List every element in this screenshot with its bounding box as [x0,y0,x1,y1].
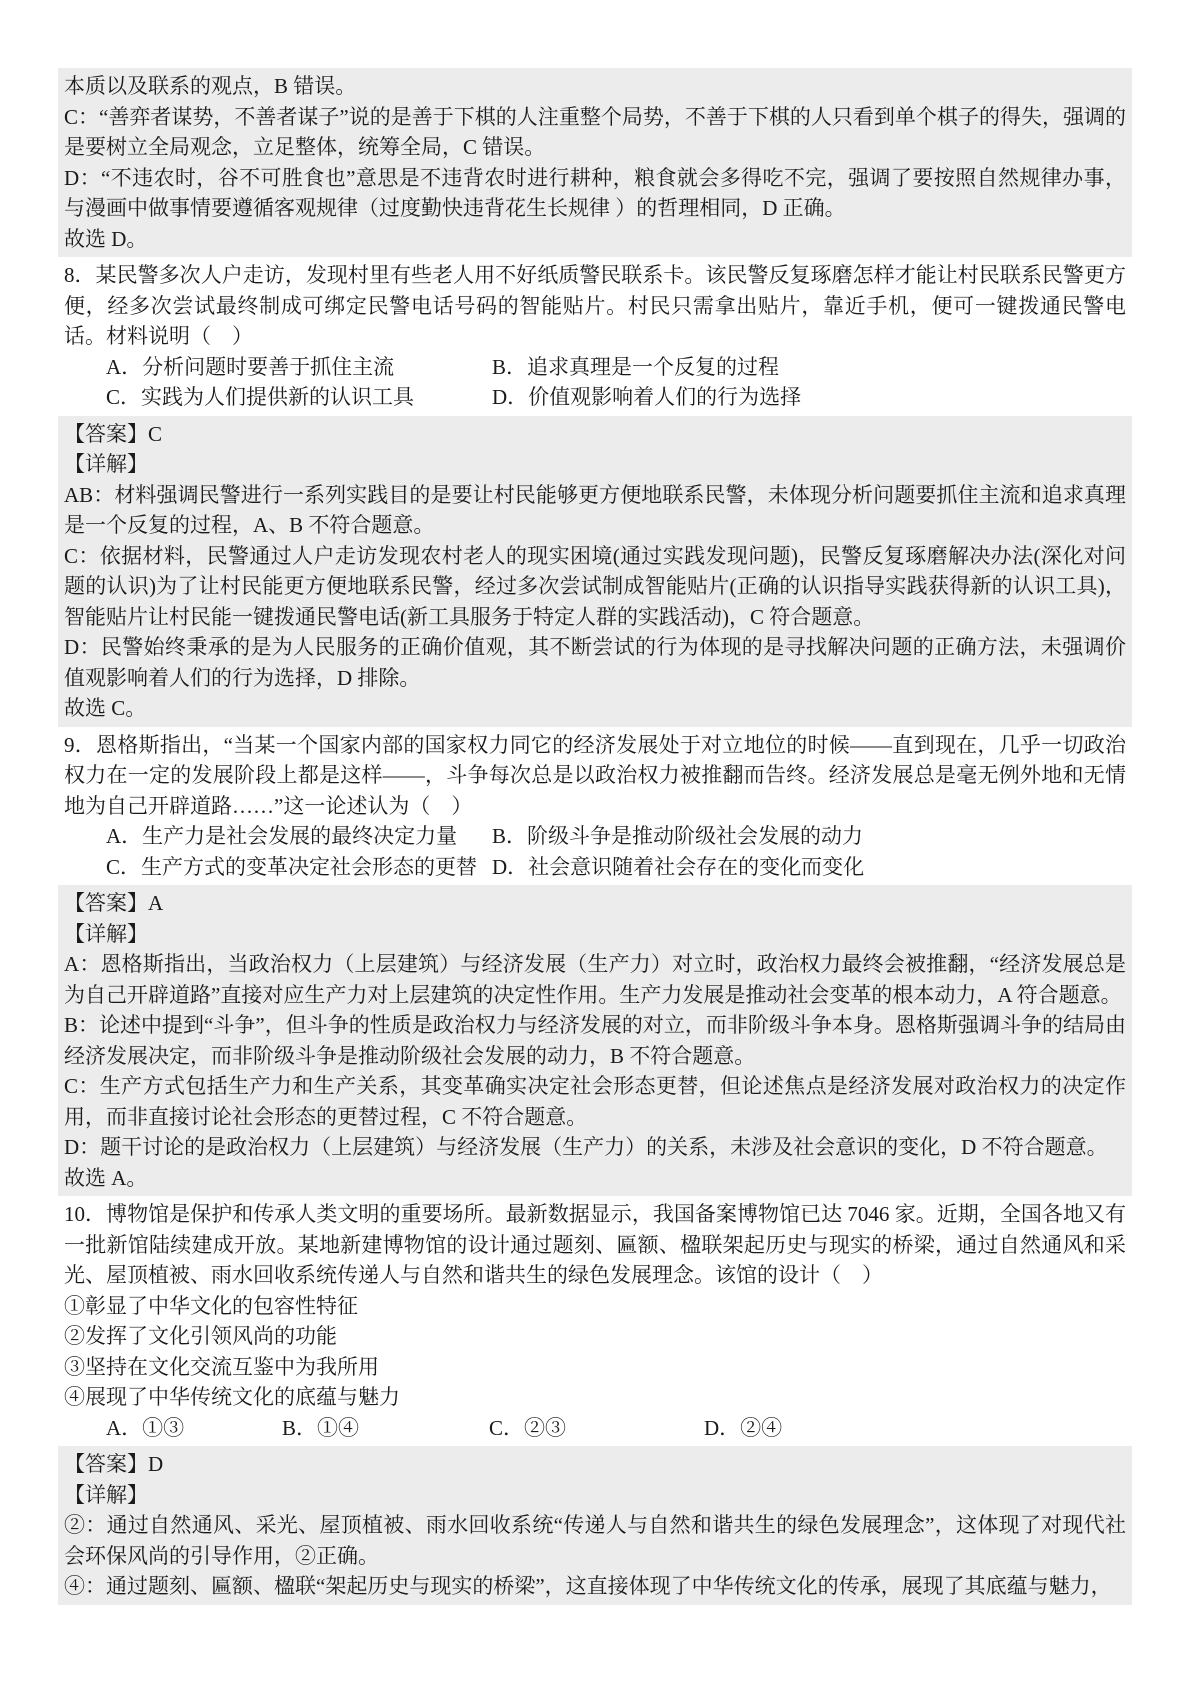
detail-label: 【详解】 [64,1482,148,1507]
statement-1: ①彰显了中华文化的包容性特征 [64,1293,358,1318]
option-row [64,352,1126,383]
explanation-4: ④：通过题刻、匾额、楹联“架起历史与现实的桥梁”，这直接体现了中华传统文化的传承，展现了其底蕴与魅力， [64,1574,1112,1598]
statement-3: ③坚持在文化交流互鉴中为我所用 [64,1354,379,1379]
explanation-2: ②：通过自然通风、采光、屋顶植被、雨水回收系统“传递人与自然和谐共生的绿色发展理念”，这体现了对现代社会环保风尚的引导作用，②正确。 [64,1513,1126,1568]
option-item: D．价值观影响着人们的行为选择 [492,385,802,409]
option-row [64,382,1126,413]
option-item: A．分析问题时要善于抓住主流 [106,354,395,379]
explanation-b: 本质以及联系的观点，B 错误。 [64,74,357,98]
question-9 [58,727,1132,886]
option-item: B．阶级斗争是推动阶级社会发展的动力 [492,824,864,848]
question-stem: 9．恩格斯指出，“当某一个国家内部的国家权力同它的经济发展处于对立地位的时候——直到现在，几乎一切政治权力在一定的发展阶段上都是这样——，斗争每次总是以政治权力被推翻而告终。经济发展总是毫无例外地和无情地为自己开辟道路……”这一论述认为（ ） [64,732,1126,818]
option-row [64,852,1126,883]
explanation-d: D：题干讨论的是政治权力（上层建筑）与经济发展（生产力）的关系，未涉及社会意识的变化，D 不符合题意。 [64,1135,1108,1159]
explanation-d: D：“不违农时，谷不可胜食也”意思是不违背农时进行耕种，粮食就会多得吃不完，强调了要按照自然规律办事，与漫画中做事情要遵循客观规律（过度勤快违背花生长规律 ）的哲理相同，D 正确。 [64,165,1126,220]
conclusion: 故选 A。 [64,1165,148,1190]
answer-label: 【答案】D [64,1452,164,1476]
detail-label: 【详解】 [64,452,148,476]
document-body [58,68,1132,1605]
answer-9 [58,885,1132,1196]
explanation-a: A：恩格斯指出，当政治权力（上层建筑）与经济发展（生产力）对立时，政治权力最终会被推翻，“经济发展总是为自己开辟道路”直接对应生产力对上层建筑的决定性作用。生产力发展是推动社会变革的根本动力，A 符合题意。 [64,952,1126,1007]
option-row [64,821,1126,852]
question-stem: 8．某民警多次人户走访，发现村里有些老人用不好纸质警民联系卡。该民警反复琢磨怎样才能让村民联系民警更方便，经多次尝试最终制成可绑定民警电话号码的智能贴片。村民只需拿出贴片，靠近手机，便可一键拨通民警电话。材料说明（ ） [64,263,1126,348]
explanation-d: D：民警始终秉承的是为人民服务的正确价值观，其不断尝试的行为体现的是寻找解决问题的正确方法，未强调价值观影响着人们的行为选择，D 排除。 [64,635,1126,690]
option-item: C．生产方式的变革决定社会形态的更替 [106,854,478,879]
explanation-c: C：依据材料，民警通过人户走访发现农村老人的现实困境(通过实践发现问题)，民警反复琢磨解决办法(深化对问题的认识)为了让村民能更方便地联系民警，经过多次尝试制成智能贴片(正确的认识指导实践获得新的认识工具)，智能贴片让村民能一键拨通民警电话(新工具服务于特定人群的实践活动)，C 符合题意。 [64,543,1126,629]
statement-2: ②发挥了文化引领风尚的功能 [64,1324,337,1348]
answer-label: 【答案】C [64,421,163,446]
option-item: D．社会意识随着社会存在的变化而变化 [492,854,865,879]
statement-4: ④展现了中华传统文化的底蕴与魅力 [64,1385,400,1409]
question-7-explanation [58,68,1132,257]
answer-label: 【答案】A [64,891,164,915]
explanation-c: C：“善弈者谋势，不善者谋子”说的是善于下棋的人注重整个局势，不善于下棋的人只看到单个棋子的得失，强调的是要树立全局观念，立足整体，统筹全局，C 错误。 [64,104,1126,159]
explanation-ab: AB：材料强调民警进行一系列实践目的是要让村民能够更方便地联系民警，未体现分析问题要抓住主流和追求真理是一个反复的过程，A、B 不符合题意。 [64,482,1126,537]
answer-10 [58,1446,1132,1605]
conclusion: 故选 D。 [64,226,148,251]
explanation-c: C：生产方式包括生产力和生产关系，其变革确实决定社会形态更替，但论述焦点是经济发展对政治权力的决定作用，而非直接讨论社会形态的更替过程，C 不符合题意。 [64,1074,1126,1129]
conclusion: 故选 C。 [64,696,147,720]
option-item: C．②③ [489,1415,567,1440]
option-item: B．①④ [282,1415,360,1440]
question-8 [58,257,1132,416]
option-row [64,1413,1126,1444]
option-item: B．追求真理是一个反复的过程 [492,354,780,379]
option-item: D．②④ [704,1415,783,1440]
question-10 [58,1196,1132,1446]
answer-8 [58,416,1132,727]
option-item: A．生产力是社会发展的最终决定力量 [106,824,458,848]
option-item: A．①③ [106,1415,185,1440]
option-item: C．实践为人们提供新的认识工具 [106,385,415,409]
explanation-b: B：论述中提到“斗争”，但斗争的性质是政治权力与经济发展的对立，而非阶级斗争本身。恩格斯强调斗争的结局由经济发展决定，而非阶级斗争是推动阶级社会发展的动力，B 不符合题意。 [64,1013,1126,1068]
detail-label: 【详解】 [64,921,148,946]
question-stem: 10．博物馆是保护和传承人类文明的重要场所。最新数据显示，我国备案博物馆已达 7046 家。近期，全国各地又有一批新馆陆续建成开放。某地新建博物馆的设计通过题刻、匾额、楹联架起历史与现实的桥梁，通过自然通风和采光、屋顶植被、雨水回收系统传递人与自然和谐共生的绿色发展理念。该馆的设计（ ） [64,1202,1126,1287]
